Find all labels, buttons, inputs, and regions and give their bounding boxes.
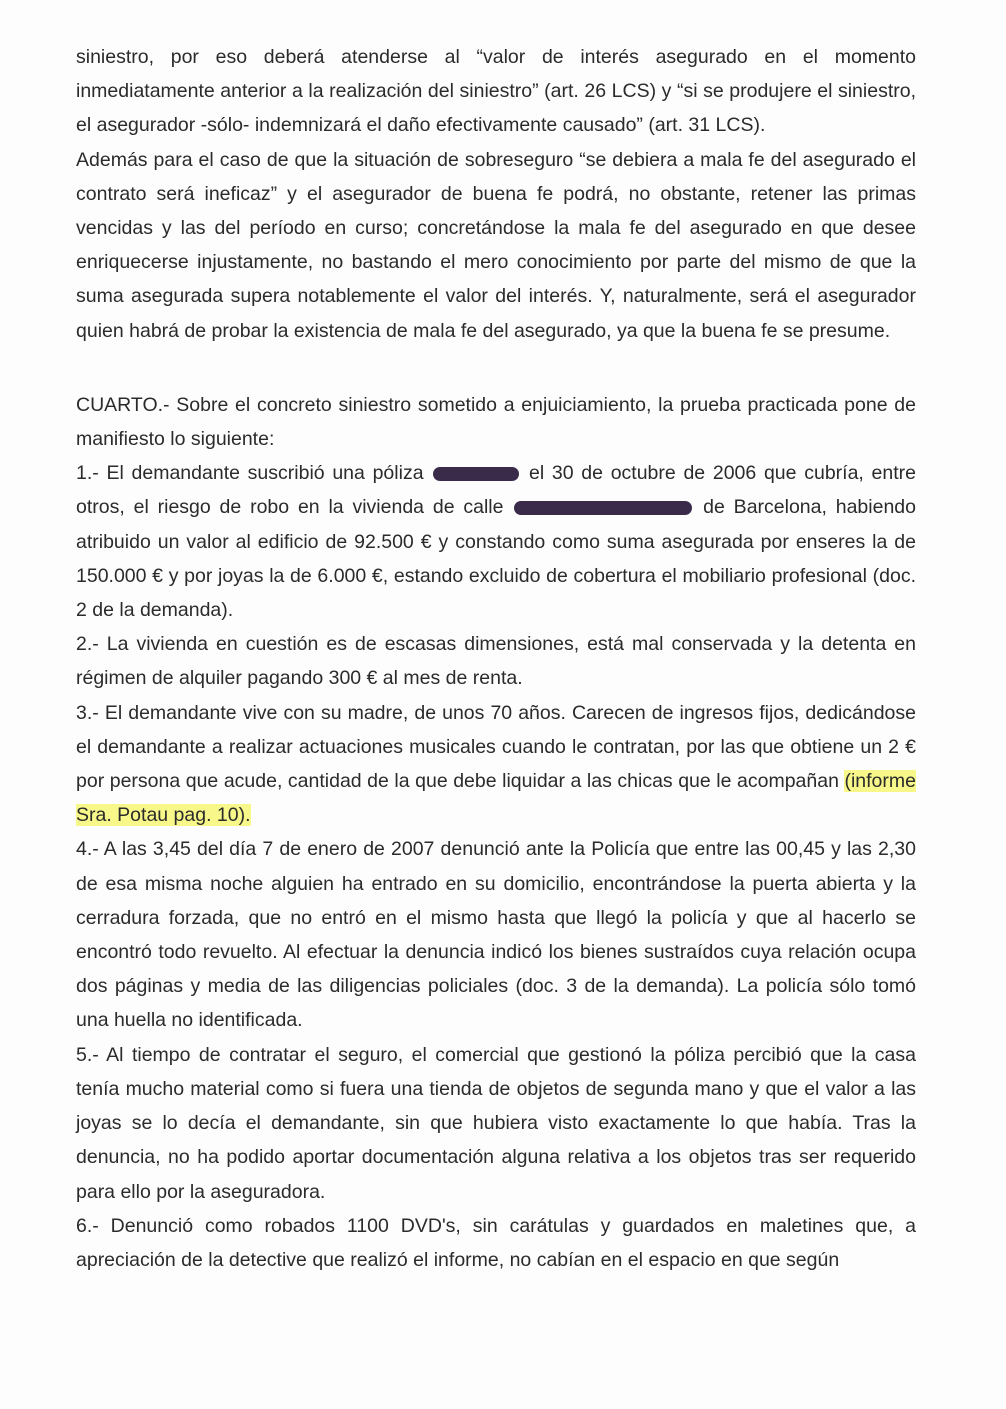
item-1-text-a: 1.- El demandante suscribió una póliza bbox=[76, 462, 432, 485]
list-item-6: 6.- Denunció como robados 1100 DVD's, sin carátulas y guardados en maletines que, a apreciación de la detective que realizó el informe, no cabían en el espacio en que según bbox=[76, 1214, 916, 1271]
paragraph-siniestro: siniestro, por eso deberá atenderse al “valor de interés asegurado en el momento inmediatamente anterior a la realización del siniestro” (art. 26 LCS) y “si se produjere el siniestro, el asegurador -sólo- indemnizará el daño efectivamente causado” (art. 31 LCS). bbox=[76, 46, 916, 137]
paragraph-cuarto bbox=[76, 388, 916, 456]
redaction-mark-address bbox=[514, 501, 692, 515]
paragraph-sobreseguro: Además para el caso de que la situación de sobreseguro “se debiera a mala fe del asegurado el contrato será ineficaz” y el asegurador de buena fe podrá, no obstante, retener las primas vencidas y las del período en curso; concretándose la mala fe del asegurado en que desee enriquecerse injustamente, no bastando el mero conocimiento por parte del mismo de que la suma asegurada supera notablemente el valor del interés. Y, naturalmente, será el asegurador quien habrá de probar la existencia de mala fe del asegurado, ya que la buena fe se presume. bbox=[76, 148, 916, 342]
item-1-text-c: de Barcelona, habiendo atribuido un valor al edificio de 92.500 € y constando como suma asegurada por enseres la de 150.000 € y por joyas la de 6.000 €, estando excluido de cobertura el mobiliario profesional (doc. 2 de la demanda). bbox=[76, 496, 916, 622]
paragraph-gap bbox=[76, 348, 916, 388]
list-item-4: 4.- A las 3,45 del día 7 de enero de 2007 denunció ante la Policía que entre las 00,45 y las 2,30 de esa misma noche alguien ha entrado en su domicilio, encontrándose la puerta abierta y la cerradura forzada, que no entró en el mismo hasta que llegó la policía y que al hacerlo se encontró todo revuelto. Al efectuar la denuncia indicó los bienes sustraídos cuya relación ocupa dos páginas y media de las diligencias policiales (doc. 3 de la demanda). La policía sólo tomó una huella no identificada. bbox=[76, 838, 916, 1032]
item-3-text: 3.- El demandante vive con su madre, de unos 70 años. Carecen de ingresos fijos, dedicándose el demandante a realizar actuaciones musicales cuando le contratan, por las que obtiene un 2 € por persona que acude, cantidad de la que debe liquidar a las chicas que le acompañan bbox=[76, 701, 916, 793]
highlighted-reference: (informe Sra. Potau pag. 10). bbox=[76, 770, 916, 827]
cuarto-text: Sobre el concreto siniestro sometido a enjuiciamiento, la prueba practicada pone de manifiesto lo siguiente: bbox=[76, 393, 916, 451]
list-item-2: 2.- La vivienda en cuestión es de escasas dimensiones, está mal conservada y la detenta en régimen de alquiler pagando 300 € al mes de renta. bbox=[76, 633, 916, 690]
document-body bbox=[76, 40, 916, 1277]
item-1-text-b: el 30 de octubre de 2006 que cubría, entre otros, el riesgo de robo en la vivienda de calle bbox=[76, 462, 916, 519]
list-item-3 bbox=[76, 696, 916, 833]
cuarto-heading: CUARTO.- bbox=[76, 393, 170, 416]
list-item-5: 5.- Al tiempo de contratar el seguro, el comercial que gestionó la póliza percibió que la casa tenía mucho material como si fuera una tienda de objetos de segunda mano y que el valor a las joyas se lo decía el demandante, sin que hubiera visto exactamente lo que había. Tras la denuncia, no ha podido aportar documentación alguna relativa a los objetos tras ser requerido para ello por la aseguradora. bbox=[76, 1043, 916, 1203]
redaction-mark-policy bbox=[433, 467, 519, 481]
list-item-1 bbox=[76, 456, 916, 627]
